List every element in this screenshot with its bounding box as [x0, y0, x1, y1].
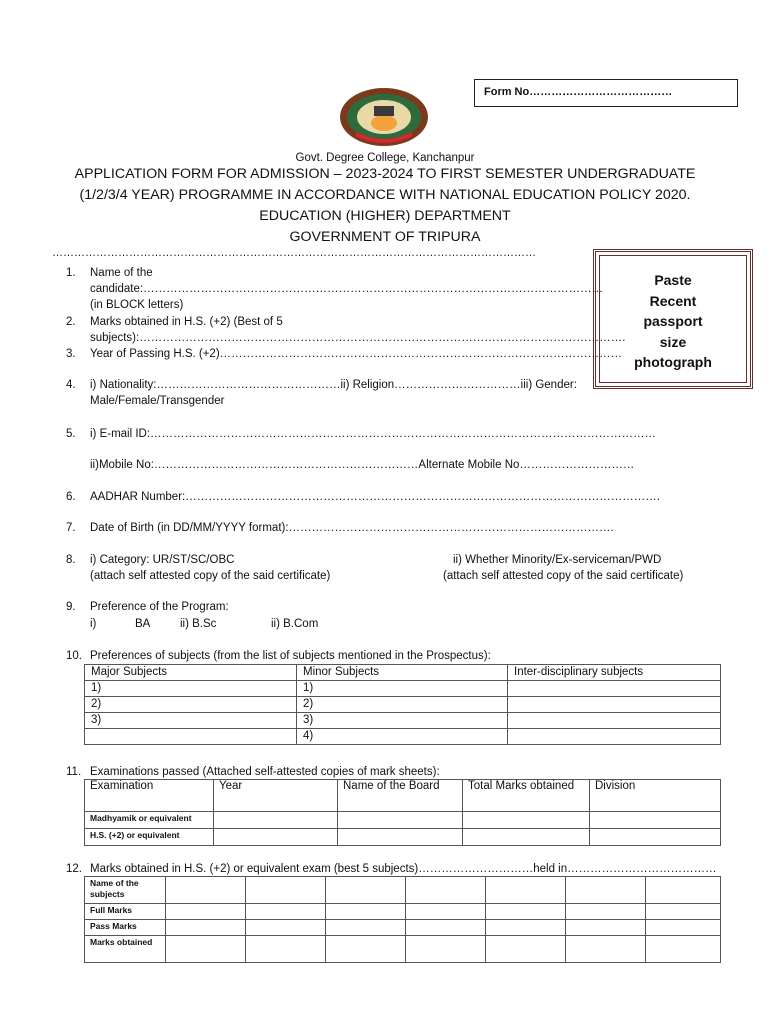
- subjects-header: Minor Subjects: [297, 665, 508, 681]
- minor-subject-cell[interactable]: 4): [297, 729, 508, 745]
- table-row: [85, 729, 721, 745]
- exam-year-cell[interactable]: [214, 812, 338, 829]
- table-row: [85, 904, 721, 920]
- subjects-table: [84, 664, 721, 745]
- item-number: 12.: [66, 863, 82, 875]
- marks-cell[interactable]: [326, 904, 406, 920]
- marks-cell[interactable]: [566, 904, 646, 920]
- mobile-field[interactable]: ii)Mobile No:……………………………………………………………Alternate Mobile No…………………………: [90, 459, 635, 471]
- marks-row-label: Pass Marks: [85, 920, 166, 936]
- marks-cell[interactable]: [486, 920, 566, 936]
- marks-cell[interactable]: [326, 920, 406, 936]
- subjects-header: Major Subjects: [85, 665, 297, 681]
- minor-subject-cell[interactable]: 1): [297, 681, 508, 697]
- exam-name-cell: H.S. (+2) or equivalent: [85, 829, 214, 846]
- marks-table: [84, 876, 721, 963]
- photo-line: Recent: [649, 292, 697, 309]
- major-subject-cell[interactable]: 2): [85, 697, 297, 713]
- exam-table: [84, 779, 721, 846]
- table-row: [85, 920, 721, 936]
- exam-header: Year: [214, 780, 338, 812]
- item-number: 11.: [66, 766, 82, 778]
- marks-hs-label: Marks obtained in H.S. (+2) (Best of 5: [90, 316, 283, 328]
- marks-cell[interactable]: [406, 904, 486, 920]
- table-row: [85, 936, 721, 963]
- dotted-separator: ……………………………………………………………………………………………………………………: [52, 247, 536, 259]
- table-row: [85, 713, 721, 729]
- interdisciplinary-cell[interactable]: [508, 681, 721, 697]
- name-field[interactable]: candidate:…………………………………………………………………………………………………………: [90, 283, 604, 295]
- marks-cell[interactable]: [246, 936, 326, 963]
- item-number: 7.: [66, 522, 76, 534]
- minority-label: ii) Whether Minority/Ex-serviceman/PWD: [453, 554, 662, 566]
- marks-cell[interactable]: [566, 936, 646, 963]
- college-name: Govt. Degree College, Kanchanpur: [295, 152, 475, 164]
- marks-cell[interactable]: [486, 936, 566, 963]
- aadhar-field[interactable]: AADHAR Number:…………………………………………………………………………………………………………….: [90, 491, 660, 503]
- marks-cell[interactable]: [646, 877, 721, 904]
- government-heading: GOVERNMENT OF TRIPURA: [289, 229, 481, 245]
- major-subject-cell[interactable]: 1): [85, 681, 297, 697]
- marks-cell[interactable]: [246, 877, 326, 904]
- marks-cell[interactable]: [406, 920, 486, 936]
- minority-note: (attach self attested copy of the said certificate): [443, 570, 684, 582]
- marks-cell[interactable]: [326, 877, 406, 904]
- nationality-religion-gender-field[interactable]: i) Nationality:…………………………………………ii) Religion……………………………iii) Gender:: [90, 379, 577, 391]
- photo-box[interactable]: [593, 249, 753, 389]
- program-option-bcom[interactable]: ii) B.Com: [271, 618, 319, 630]
- marks-hs-field[interactable]: subjects):……………………………………………………………………………………………………………….: [90, 332, 626, 344]
- email-field[interactable]: i) E-mail ID:……………………………………………………………………………………………………………………: [90, 428, 657, 440]
- form-number-box: [474, 79, 738, 107]
- subjects-preference-label: Preferences of subjects (from the list of subjects mentioned in the Prospectus):: [90, 650, 491, 662]
- category-label: i) Category: UR/ST/SC/OBC: [90, 554, 235, 566]
- marks-cell[interactable]: [166, 904, 246, 920]
- photo-line: passport: [643, 313, 703, 329]
- marks-cell[interactable]: [246, 920, 326, 936]
- marks-cell[interactable]: [246, 904, 326, 920]
- exam-board-cell[interactable]: [338, 812, 463, 829]
- table-row: [85, 697, 721, 713]
- year-passing-field[interactable]: Year of Passing H.S. (+2)……………………………………………………………………………………………: [90, 348, 623, 360]
- program-option-ba[interactable]: BA: [135, 618, 151, 630]
- item-number: 8.: [66, 554, 76, 566]
- marks-row-label: Name of the subjects: [85, 877, 166, 904]
- major-subject-cell[interactable]: [85, 729, 297, 745]
- title-line-1: APPLICATION FORM FOR ADMISSION – 2023-2024 TO FIRST SEMESTER UNDERGRADUATE: [74, 166, 696, 182]
- program-preference-label: Preference of the Program:: [90, 601, 229, 613]
- college-logo: [334, 86, 434, 148]
- item-number: 3.: [66, 348, 76, 360]
- marks-cell[interactable]: [646, 936, 721, 963]
- program-option-bsc[interactable]: ii) B.Sc: [180, 618, 217, 630]
- marks-cell[interactable]: [646, 904, 721, 920]
- interdisciplinary-cell[interactable]: [508, 729, 721, 745]
- photo-line: size: [659, 333, 687, 350]
- category-note: (attach self attested copy of the said certificate): [90, 570, 331, 582]
- table-row: [85, 812, 721, 829]
- interdisciplinary-cell[interactable]: [508, 713, 721, 729]
- marks-cell[interactable]: [566, 920, 646, 936]
- hs-marks-label: Marks obtained in H.S. (+2) or equivalent exam (best 5 subjects)…………………………held in…………………………………: [90, 863, 717, 875]
- minor-subject-cell[interactable]: 3): [297, 713, 508, 729]
- marks-cell[interactable]: [406, 936, 486, 963]
- marks-cell[interactable]: [566, 877, 646, 904]
- item-number: 5.: [66, 428, 76, 440]
- subjects-header: Inter-disciplinary subjects: [508, 665, 721, 681]
- exam-board-cell[interactable]: [338, 829, 463, 846]
- major-subject-cell[interactable]: 3): [85, 713, 297, 729]
- item-number: 1.: [66, 267, 76, 279]
- interdisciplinary-cell[interactable]: [508, 697, 721, 713]
- photo-box-inner: [599, 255, 747, 383]
- marks-cell[interactable]: [486, 904, 566, 920]
- item-number: 6.: [66, 491, 76, 503]
- photo-line: Paste: [654, 272, 692, 288]
- dob-field[interactable]: Date of Birth (in DD/MM/YYYY format):………………………………………………………………………….: [90, 522, 614, 534]
- marks-cell[interactable]: [646, 920, 721, 936]
- photo-line: photograph: [634, 354, 712, 370]
- marks-cell[interactable]: [166, 936, 246, 963]
- exam-name-cell: Madhyamik or equivalent: [85, 812, 214, 829]
- exam-marks-cell[interactable]: [463, 812, 590, 829]
- title-line-2: (1/2/3/4 YEAR) PROGRAMME IN ACCORDANCE WITH NATIONAL EDUCATION POLICY 2020.: [79, 187, 691, 203]
- item-number: 4.: [66, 379, 76, 391]
- table-row: [85, 877, 721, 904]
- exams-passed-label: Examinations passed (Attached self-attested copies of mark sheets):: [90, 766, 440, 778]
- item-number: 2.: [66, 316, 76, 328]
- marks-cell[interactable]: [166, 877, 246, 904]
- item-number: 9.: [66, 601, 76, 613]
- exam-division-cell[interactable]: [590, 829, 721, 846]
- exam-header: Examination: [85, 780, 214, 812]
- item-number: 10.: [66, 650, 82, 662]
- exam-division-cell[interactable]: [590, 812, 721, 829]
- name-label: Name of the: [90, 267, 153, 279]
- exam-year-cell[interactable]: [214, 829, 338, 846]
- marks-cell[interactable]: [166, 920, 246, 936]
- program-option-index: i): [90, 618, 97, 630]
- marks-cell[interactable]: [486, 877, 566, 904]
- minor-subject-cell[interactable]: 2): [297, 697, 508, 713]
- exam-header: Total Marks obtained: [463, 780, 590, 812]
- department-heading: EDUCATION (HIGHER) DEPARTMENT: [259, 208, 511, 224]
- form-number-label: Form No…………………………………: [484, 86, 673, 98]
- gender-options: Male/Female/Transgender: [90, 395, 225, 407]
- marks-cell[interactable]: [406, 877, 486, 904]
- table-row: [85, 829, 721, 846]
- block-letters-note: (in BLOCK letters): [90, 299, 184, 311]
- exam-header: Division: [590, 780, 721, 812]
- exam-header: Name of the Board: [338, 780, 463, 812]
- marks-cell[interactable]: [326, 936, 406, 963]
- marks-row-label: Full Marks: [85, 904, 166, 920]
- exam-marks-cell[interactable]: [463, 829, 590, 846]
- table-row: [85, 681, 721, 697]
- marks-row-label: Marks obtained: [85, 936, 166, 963]
